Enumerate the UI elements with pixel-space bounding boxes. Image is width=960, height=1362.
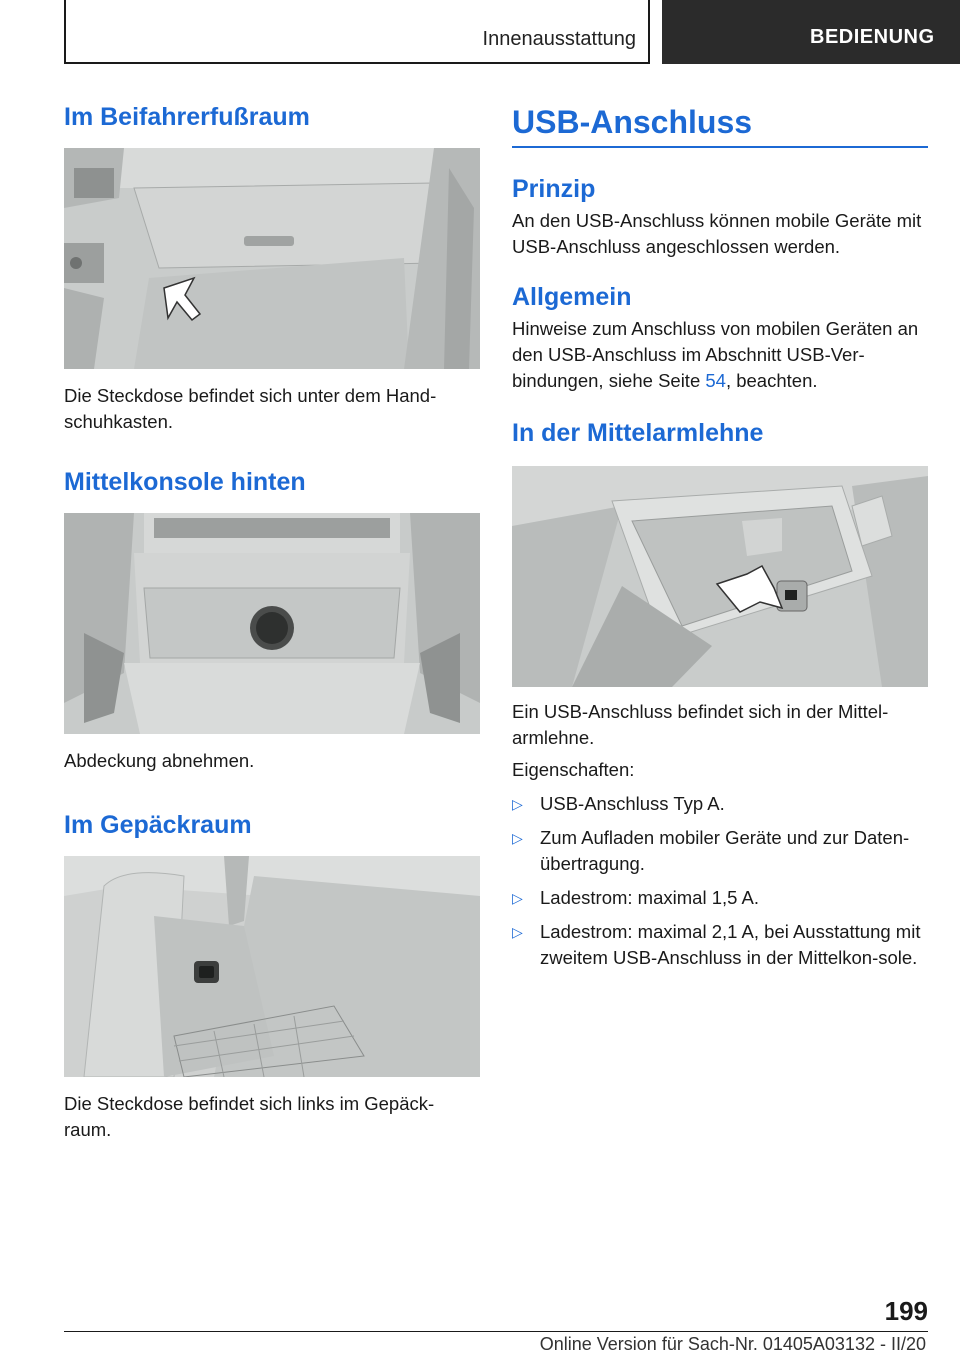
right-column <box>512 100 928 979</box>
list-item: ▷ USB-Anschluss Typ A. <box>512 791 928 817</box>
page-number: 199 <box>884 1296 928 1326</box>
bullet-triangle-icon: ▷ <box>512 924 523 940</box>
section-title-prinzip: Prinzip <box>512 175 596 203</box>
bullet-triangle-icon: ▷ <box>512 830 523 846</box>
left-column <box>64 100 480 1143</box>
section-title-gepaeckraum: Im Gepäckraum <box>64 811 252 839</box>
main-title-rule <box>512 146 928 148</box>
text-allgemein-a: Hinweise zum Anschluss von mobilen Geräten an den USB-Anschluss im Abschnitt USB-Ver‐bindungen, siehe Seite <box>512 318 919 391</box>
text-mittelkonsole: Abdeckung abnehmen. <box>64 750 255 771</box>
section-title-beifahrerfussraum: Im Beifahrerfußraum <box>64 103 310 131</box>
header-divider <box>648 0 650 64</box>
photo-rear-console <box>64 513 480 734</box>
text-mittelarmlehne: Ein USB-Anschluss befindet sich in der Mittel‐armlehne. <box>512 701 889 748</box>
section-title-mittelkonsole-hinten: Mittelkonsole hinten <box>64 468 306 496</box>
text-beifahrerfussraum: Die Steckdose befindet sich unter dem Hand‐schuhkasten. <box>64 385 437 432</box>
photo-trunk <box>64 856 480 1077</box>
header-section-title: Innenausstattung <box>482 28 636 50</box>
header-chapter-label: BEDIENUNG <box>810 25 935 48</box>
photo-glovebox <box>64 148 480 369</box>
text-allgemein <box>512 316 928 394</box>
text-allgemein-b: , beachten. <box>725 370 818 391</box>
bullet-triangle-icon: ▷ <box>512 796 523 812</box>
section-title-mittelarmlehne: In der Mittelarmlehne <box>512 419 764 447</box>
list-item: ▷ Zum Aufladen mobiler Geräte und zur Daten‐übertragung. <box>512 827 910 874</box>
header-bottom-rule <box>64 62 650 64</box>
header-left-rule <box>64 0 66 64</box>
text-prinzip: An den USB-Anschluss können mobile Geräte mit USB-Anschluss angeschlossen werden. <box>512 210 922 257</box>
section-title-allgemein: Allgemein <box>512 283 632 311</box>
list-eigenschaften <box>512 791 928 971</box>
list-item: ▷ Ladestrom: maximal 2,1 A, bei Ausstattung mit zweitem USB-Anschluss in der Mittelkon‐sole. <box>512 921 921 968</box>
footer-online-version: Online Version für Sach-Nr. 01405A03132 - II/20 <box>539 1334 926 1354</box>
footer-rule <box>64 1331 928 1332</box>
text-gepaeckraum: Die Steckdose befindet sich links im Gepäck‐raum. <box>64 1093 435 1140</box>
photo-armrest-usb <box>512 466 928 687</box>
page-link-54[interactable]: 54 <box>705 370 726 391</box>
label-eigenschaften: Eigenschaften: <box>512 759 635 780</box>
bullet-triangle-icon: ▷ <box>512 890 523 906</box>
main-title-usb-anschluss: USB-Anschluss <box>512 104 753 140</box>
list-item: ▷ Ladestrom: maximal 1,5 A. <box>512 885 928 911</box>
header-chapter-tab <box>662 0 960 64</box>
